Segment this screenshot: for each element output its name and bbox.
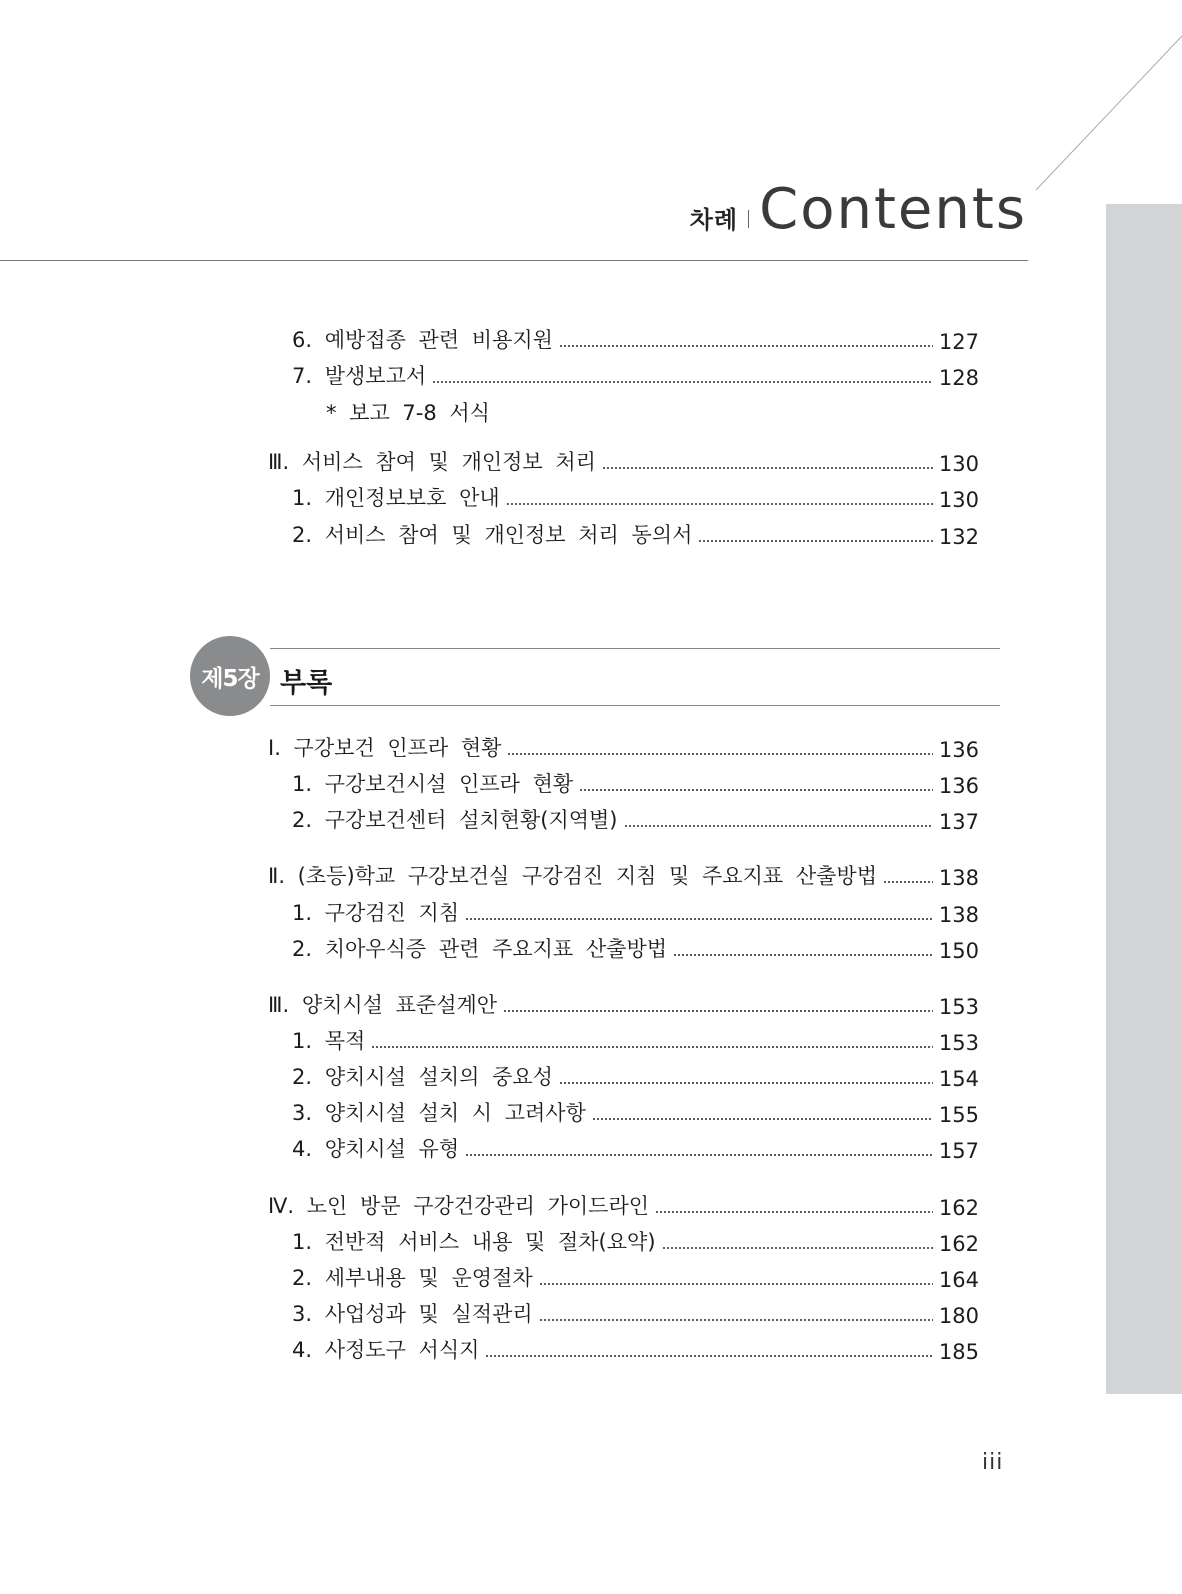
toc-entry-title: 4. 사정도구 서식지 (292, 1338, 480, 1362)
toc-entry-title: 4. 양치시설 유형 (292, 1137, 460, 1161)
toc-entry[interactable] (292, 360, 979, 390)
toc-entry-title: 7. 발생보고서 (292, 364, 427, 388)
toc-entry-page: 138 (938, 866, 979, 890)
toc-entry-title: 2. 서비스 참여 및 개인정보 처리 동의서 (292, 523, 693, 547)
toc-entry[interactable] (292, 1298, 979, 1328)
header-separator (748, 210, 749, 228)
toc-entry-page: 137 (938, 810, 979, 834)
toc-leader (673, 954, 933, 956)
toc-section-entry[interactable] (268, 732, 979, 762)
toc-entry-title: 1. 전반적 서비스 내용 및 절차(요약) (292, 1230, 656, 1254)
toc-entry[interactable] (292, 482, 979, 512)
toc-leader (624, 825, 933, 827)
chapter-rule-top (270, 648, 1000, 649)
toc-leader (559, 1082, 933, 1084)
page-number: iii (982, 1450, 1004, 1475)
header-rule (0, 260, 1028, 261)
toc-section-entry[interactable] (268, 989, 979, 1019)
toc-leader (371, 1046, 933, 1048)
chapter-title: 부록 (280, 668, 333, 699)
toc-entry-title: 1. 목적 (292, 1029, 366, 1053)
toc-entry[interactable] (292, 1025, 979, 1055)
toc-leader (579, 789, 933, 791)
toc-leader (698, 540, 933, 542)
toc-entry-page: 130 (938, 488, 979, 512)
toc-entry-page: 127 (938, 330, 979, 354)
toc-entry-title: Ⅲ. 양치시설 표준설계안 (268, 993, 498, 1017)
toc-entry-page: 185 (938, 1340, 979, 1364)
toc-entry-page: 157 (938, 1139, 979, 1163)
toc-entry[interactable] (292, 1061, 979, 1091)
toc-entry-title: 6. 예방접종 관련 비용지원 (292, 328, 553, 352)
toc-leader (602, 467, 933, 469)
toc-leader (539, 1283, 933, 1285)
toc-leader (655, 1211, 933, 1213)
toc-entry[interactable] (292, 804, 979, 834)
toc-entry[interactable] (292, 519, 979, 549)
toc-entry-page: 155 (938, 1103, 979, 1127)
toc-entry[interactable] (292, 1133, 979, 1163)
toc-entry-title: 1. 구강보건시설 인프라 현황 (292, 772, 574, 796)
toc-entry-title: 2. 세부내용 및 운영절차 (292, 1266, 533, 1290)
header-korean-title: 차례 (689, 206, 739, 234)
toc-entry-title: 2. 구강보건센터 설치현황(지역별) (292, 808, 618, 832)
toc-entry[interactable] (292, 1226, 979, 1256)
toc-note-text: * 보고 7-8 서식 (326, 401, 490, 425)
toc-entry-title: Ⅰ. 구강보건 인프라 현황 (268, 736, 502, 760)
toc-leader (592, 1118, 933, 1120)
toc-entry-title: Ⅱ. (초등)학교 구강보건실 구강검진 지침 및 주요지표 산출방법 (268, 864, 877, 888)
toc-entry-page: 153 (938, 1031, 979, 1055)
toc-entry[interactable] (292, 933, 979, 963)
side-tab (1106, 204, 1182, 1394)
toc-leader (465, 918, 933, 920)
toc-leader (662, 1247, 933, 1249)
toc-note (326, 397, 490, 427)
toc-leader (883, 881, 933, 883)
toc-entry-page: 154 (938, 1067, 979, 1091)
toc-entry-page: 136 (938, 774, 979, 798)
toc-entry-page: 162 (938, 1196, 979, 1220)
toc-leader (559, 345, 933, 347)
toc-leader (503, 1010, 933, 1012)
toc-leader (539, 1319, 933, 1321)
toc-entry-page: 136 (938, 738, 979, 762)
toc-entry-title: 3. 사업성과 및 실적관리 (292, 1302, 533, 1326)
toc-section-entry[interactable] (268, 1190, 979, 1220)
toc-leader (432, 381, 933, 383)
toc-leader (485, 1355, 933, 1357)
toc-leader (507, 753, 932, 755)
toc-entry-title: 1. 구강검진 지침 (292, 901, 460, 925)
toc-section-entry[interactable] (268, 446, 979, 476)
toc-entry-page: 130 (938, 452, 979, 476)
toc-entry-page: 132 (938, 525, 979, 549)
header-english-title: Contents (759, 177, 1027, 242)
toc-entry-page: 180 (938, 1304, 979, 1328)
toc-entry-title: 2. 양치시설 설치의 중요성 (292, 1065, 553, 1089)
toc-entry[interactable] (292, 1262, 979, 1292)
toc-section-entry[interactable] (268, 860, 979, 890)
toc-entry-page: 138 (938, 903, 979, 927)
toc-entry-title: Ⅲ. 서비스 참여 및 개인정보 처리 (268, 450, 596, 474)
toc-leader (506, 503, 933, 505)
toc-entry[interactable] (292, 324, 979, 354)
toc-entry[interactable] (292, 768, 979, 798)
page-header (689, 177, 1027, 242)
toc-entry-page: 162 (938, 1232, 979, 1256)
toc-entry-page: 164 (938, 1268, 979, 1292)
toc-entry-title: Ⅳ. 노인 방문 구강건강관리 가이드라인 (268, 1194, 650, 1218)
chapter-badge: 제5장 (190, 636, 270, 716)
toc-entry[interactable] (292, 897, 979, 927)
toc-leader (465, 1154, 933, 1156)
toc-entry-title: 3. 양치시설 설치 시 고려사항 (292, 1101, 586, 1125)
toc-entry-page: 153 (938, 995, 979, 1019)
toc-entry-page: 150 (938, 939, 979, 963)
toc-entry-page: 128 (938, 366, 979, 390)
toc-entry[interactable] (292, 1334, 979, 1364)
chapter-rule-bottom (270, 705, 1000, 706)
toc-entry-title: 1. 개인정보보호 안내 (292, 486, 500, 510)
toc-entry-title: 2. 치아우식증 관련 주요지표 산출방법 (292, 937, 668, 961)
toc-entry[interactable] (292, 1097, 979, 1127)
